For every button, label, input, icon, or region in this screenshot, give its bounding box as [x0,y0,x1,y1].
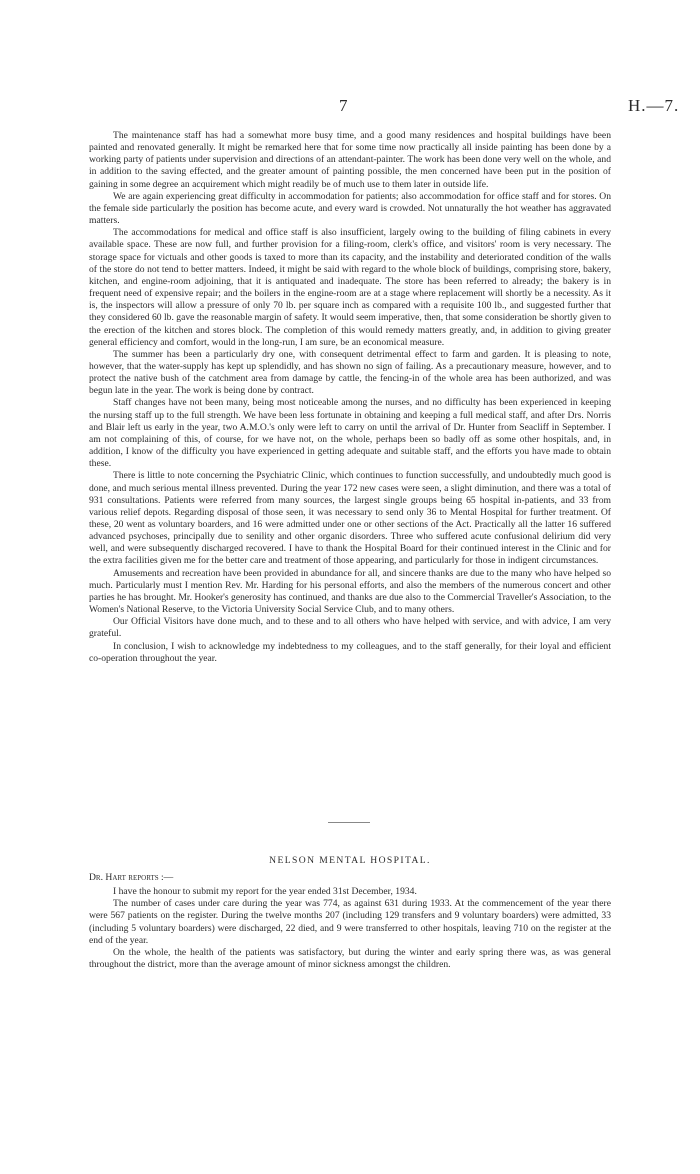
paragraph-amusements: Amusements and recreation have been provided in abundance for all, and sincere thanks are due to the many who have helped so much. Particularly must I mention Rev. Mr. Harding for his personal efforts, and also the members of the numerous concert and other parties he has brought. Mr. Hooker's generosity has continued, and thanks are due also to the Commercial Traveller's Association, to the Women's National Reserve, to the Victoria University Social Service Club, and to many others. [89,567,611,616]
report-body [89,130,611,665]
paragraph-conclusion: In conclusion, I wish to acknowledge my indebtedness to my colleagues, and to the staff generally, for their loyal and efficient co-operation throughout the year. [89,640,611,664]
reporter-line: Dr. Hart reports :— [89,872,174,883]
paragraph-honour: I have the honour to submit my report for the year ended 31st December, 1934. [113,886,417,898]
paragraph-office-staff: The accommodations for medical and office staff is also insufficient, largely owing to the building of filing cabinets in every available space. These are now full, and further provision for a filing-room, clerk's office, and visitors' room is very necessary. The storage space for victuals and other goods is taxed to more than its capacity, and the instability and deteriorated condition of the walls of the store do not tend to better matters. Indeed, it might be said with regard to the whole block of buildings, comprising store, bakery, kitchen, and engine-room adjoining, that it is antiquated and inadequate. The store has been referred to already; the bakery is in frequent need of expensive repair; and the boilers in the engine-room are at a stage where replacement will shortly be a necessity. As it is, the inspectors will allow a pressure of only 70 lb. per square inch as compared with a requisite 100 lb., and suggested further that they considered 60 lb. gave the reasonable margin of safety. It would seem imperative, then, that some consideration be shortly given to the erection of the kitchen and stores block. The completion of this would remedy matters greatly, and, in addition to giving greater general efficiency and comfort, would in the long-run, I am sure, be an economical measure. [89,227,611,348]
section-title: NELSON MENTAL HOSPITAL. [269,855,431,866]
paragraph-staff-changes: Staff changes have not been many, being most noticeable among the nurses, and no difficulty has been experienced in keeping the nursing staff up to the full strength. We have been less fortunate in obtaining and keeping a full medical staff, and after Drs. Norris and Blair left us early in the year, two A.M.O.'s only were left to carry on until the arrival of Dr. Hunter from Seacliff in September. I am not complaining of this, of course, for we have not, on the whole, perhaps been so badly off as some other hospitals, and, in addition, I know of the difficulty you have experienced in getting adequate and suitable staff, and the efforts you have made to obtain these. [89,397,611,470]
paragraph-summer: The summer has been a particularly dry one, with consequent detrimental effect to farm and garden. It is pleasing to note, however, that the water-supply has kept up splendidly, and has shown no sign of failing. As a precautionary measure, however, and to protect the native bush of the catchment area from damage by cattle, the fencing-in of the whole area has been authorized, and was begun late in the year. The work is being done by contract. [89,348,611,397]
paragraph-official-visitors: Our Official Visitors have done much, and to these and to all others who have helped with service, and with advice, I am very grateful. [89,616,611,640]
nelson-report [89,872,611,971]
paragraph-psychiatric-clinic: There is little to note concerning the Psychiatric Clinic, which continues to function successfully, and undoubtedly much good is done, and much serious mental illness prevented. During the year 172 new cases were seen, a slight diminution, and there was a total of 931 consultations. Patients were referred from many sources, the largest single groups being 65 hospital in-patients, and 33 from various relief depots. Regarding disposal of those seen, it was necessary to send only 36 to Mental Hospital for further treatment. Of these, 20 went as voluntary boarders, and 16 were admitted under one or other sections of the Act. Practically all the latter 16 suffered advanced psychoses, principally due to senility and other organic disorders. Three who suffered acute confusional delirium did very well, and were subsequently discharged recovered. I have to thank the Hospital Board for their continued interest in the Clinic and for the extra facilities given me for the better care and treatment of those appearing, and particularly for those in indigent circumstances. [89,470,611,567]
paragraph-health: On the whole, the health of the patients was satisfactory, but during the winter and early spring there was, as was general throughout the district, more than the average amount of minor sickness amongst the children. [89,946,611,971]
paragraph-maintenance: The maintenance staff has had a somewhat more busy time, and a good many residences and hospital buildings have been painted and renovated generally. It might be remarked here that for some time now practically all inside painting has been done by a working party of patients under supervision and directions of an attendant-painter. The work has been done very well on the whole, and in addition to the saving effected, and the greater amount of painting possible, the men concerned have been put in the position of gaining in some degree an acquirement which might readily be of much use to them later in outside life. [89,130,611,190]
section-divider [328,822,370,823]
paragraph-accommodation: We are again experiencing great difficulty in accommodation for patients; also accommodation for office staff and for stores. On the female side particularly the position has become acute, and every ward is crowded. Not unnaturally the hot weather has aggravated matters. [89,190,611,227]
page-number: 7 [339,96,348,115]
paragraph-cases: The number of cases under care during the year was 774, as against 631 during 1933. At the commencement of the year there were 567 patients on the register. During the twelve months 207 (including 129 transfers and 9 voluntary boarders) were admitted, 33 (including 5 voluntary boarders) were discharged, 22 died, and 9 were transferred to other hospitals, leaving 710 on the register at the end of the year. [89,898,611,946]
report-reference: H.—7. [628,96,680,115]
